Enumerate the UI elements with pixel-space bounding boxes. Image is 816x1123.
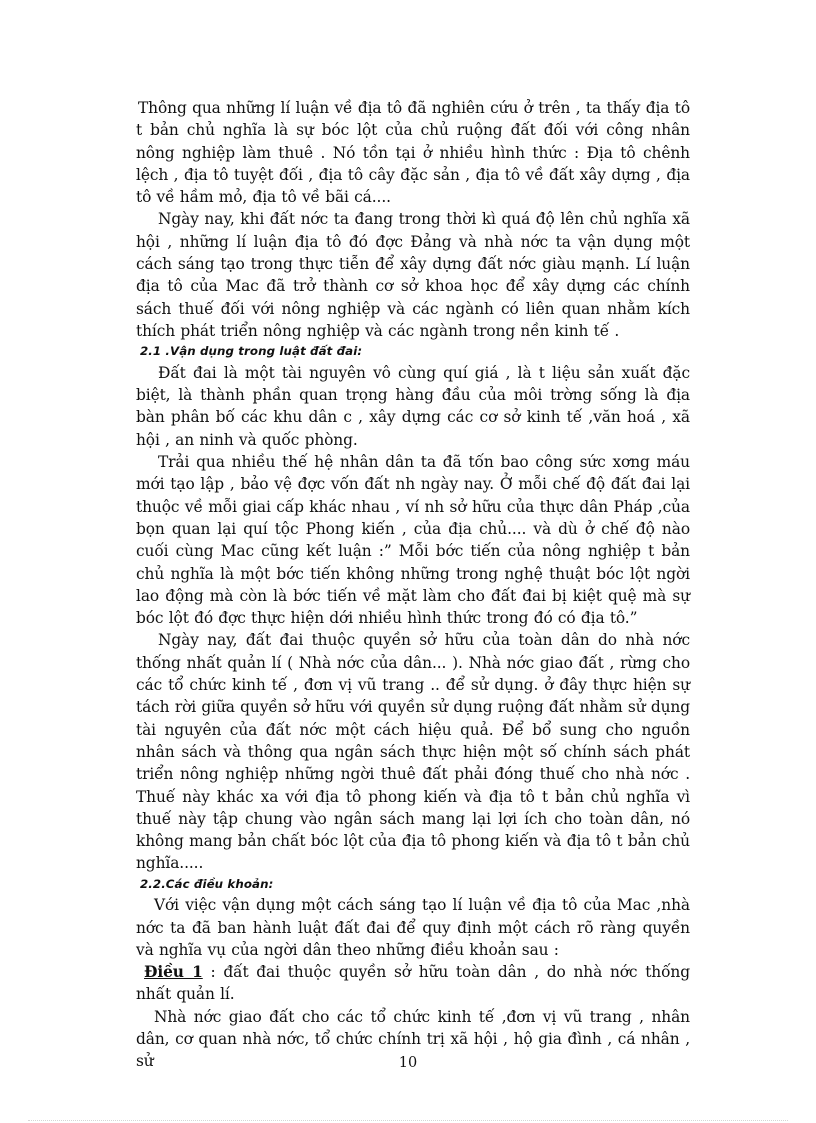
- page-bottom-divider: [28, 1120, 788, 1121]
- page-number: 10: [398, 1055, 418, 1071]
- section-heading-2-1: 2.1 .Vận dụng trong luật đất đai:: [140, 344, 363, 359]
- article-1-text: : đất đai thuộc quyền sở hữu toàn dân , do nhà nớc thống nhất quản lí.: [136, 963, 690, 1004]
- section-heading-2-2: 2.2.Các điều khoản:: [140, 876, 274, 891]
- paragraph-intro: Thông qua những lí luận về địa tô đã nghiên cứu ở trên , ta thấy địa tô t bản chủ nghĩa là sự bóc lột của chủ ruộng đất đối với công nhân nông nghiệp làm thuê . Nó tồn tại ở nhiều hình thức : Địa tô chênh lệch , địa tô tuyệt đối , địa tô cây đặc sản , địa tô về đất xây dựng , địa tô về hầm mỏ, địa tô về bãi cá....: [136, 99, 690, 207]
- paragraph-articles-intro: Với việc vận dụng một cách sáng tạo lí luận về địa tô của Mac ,nhà nớc ta đã ban hành luật đất đai để quy định một cách rõ ràng quyền và nghĩa vụ của ngời dân theo những điều khoản sau :: [136, 896, 690, 959]
- paragraph-today: Ngày nay, khi đất nớc ta đang trong thời kì quá độ lên chủ nghĩa xã hội , những lí luận địa tô đó đợc Đảng và nhà nớc ta vận dụng một cách sáng tạo trong thực tiễn để xây dựng đất nớc giàu mạnh. Lí luận địa tô của Mac đã trở thành cơ sở khoa học để xây dựng các chính sách thuế đối với nông nghiệp và các ngành có liên quan nhằm kích thích phát triển nông nghiệp và các ngành trong nền kinh tế .: [136, 210, 690, 340]
- paragraph-land-resource: Đất đai là một tài nguyên vô cùng quí giá , là t liệu sản xuất đặc biệt, là thành phần quan trọng hàng đầu của môi trờng sống là địa bàn phân bố các khu dân c , xây dựng các cơ sở kinh tế ,văn hoá , xã hội , an ninh và quốc phòng.: [136, 363, 690, 449]
- paragraph-generations: Trải qua nhiều thế hệ nhân dân ta đã tốn bao công sức xơng máu mới tạo lập , bảo vệ đợc vốn đất nh ngày nay. Ở mỗi chế độ đất đai lại thuộc về mỗi giai cấp khác nhau , ví nh sở hữu của thực dân Pháp ,của bọn quan lại quí tộc Phong kiến , của địa chủ.... và dù ở chế độ nào cuối cùng Mac cũng kết luận :” Mỗi bớc tiến của nông nghiệp t bản chủ nghĩa là một bớc tiến không những trong nghệ thuật bóc lột ngời lao động mà còn là bớc tiến về mặt làm cho đất đai bị kiệt quệ mà sự bóc lột đó đợc thực hiện dới nhiều hình thức trong đó có địa tô.”: [136, 453, 690, 628]
- page-content: [136, 97, 690, 1073]
- article-1: [136, 961, 690, 1006]
- paragraph-land-ownership: Ngày nay, đất đai thuộc quyền sở hữu của toàn dân do nhà nớc thống nhất quản lí ( Nhà nớc của dân... ). Nhà nớc giao đất , rừng cho các tổ chức kinh tế , đơn vị vũ trang .. để sử dụng. ở đây thực hiện sự tách rời giữa quyền sở hữu với quyền sử dụng ruộng đất nhằm sử dụng tài nguyên của đất nớc một cách hiệu quả. Để bổ sung cho nguồn nhân sách và thông qua ngân sách thực hiện một số chính sách phát triển nông nghiệp những ngời thuê đất phải đóng thuế cho nhà nớc . Thuế này khác xa với địa tô phong kiến và địa tô t bản chủ nghĩa vì thuế này tập chung vào ngân sách mang lại lợi ích cho toàn dân, nó không mang bản chất bóc lột của địa tô phong kiến và địa tô t bản chủ nghĩa.....: [136, 631, 690, 873]
- article-1-label: Điều 1: [144, 963, 203, 982]
- paragraph-land-allocation: Nhà nớc giao đất cho các tổ chức kinh tế ,đơn vị vũ trang , nhân dân, cơ quan nhà nớc, tổ chức chính trị xã hội , hộ gia đình , cá nhân , sử: [136, 1007, 690, 1071]
